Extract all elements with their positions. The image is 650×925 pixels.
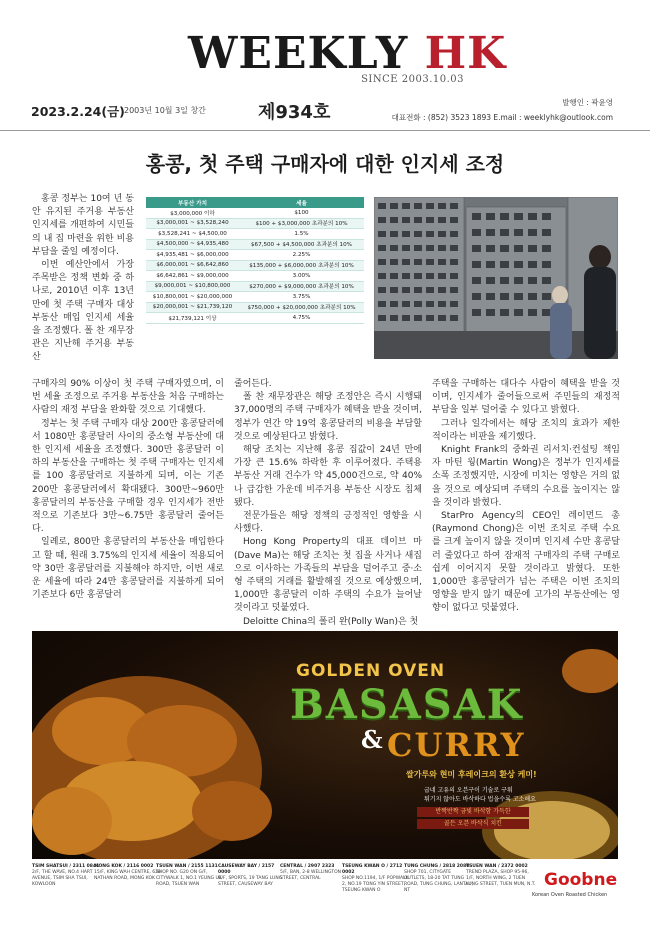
ad-tagline: 쌀가루와 현미 후레이크의 환상 케미! <box>406 770 537 779</box>
table-cell: $100 + $3,000,000 초과분의 10% <box>239 218 364 229</box>
store-name: TSIM SHATSUI / 2311 0841 <box>32 864 100 869</box>
table-cell: $100 <box>239 208 364 218</box>
ad-highlight-box: 반짝반짝 금빛 바삭함 가득한 <box>417 807 529 817</box>
table-cell: $6,000,001 ~ $6,642,860 <box>146 260 239 271</box>
table-cell: $3,528,241 ~ $4,500,00 <box>146 229 239 240</box>
store-address: G/F, SPORTS, 19 TANG LUNG STREET, CAUSEWAY BAY <box>218 876 283 887</box>
table-cell: 3.00% <box>239 271 364 282</box>
table-cell: $3,000,000 이하 <box>146 208 239 218</box>
store-item <box>32 864 102 888</box>
store-item <box>404 864 474 894</box>
store-address: 5/F, BAN, 2-8 WELLINGTON STREET, CENTRAL <box>280 870 341 881</box>
issue-info-bar <box>0 96 650 131</box>
store-item <box>280 864 350 882</box>
article-paragraph: Deloitte China의 폴리 완(Polly Wan)은 첫 <box>243 616 419 627</box>
ad-ampersand: & <box>361 725 383 754</box>
table-cell: $4,500,000 ~ $4,935,480 <box>146 239 239 250</box>
ad-curry: CURRY <box>387 726 526 764</box>
article-paragraph: 주택을 구매하는 대다수 사람이 혜택을 받을 것이며, 인지세가 줄어들으로써 주민들의 재정적 부담을 일부 덜어줄 수 있다고 밝혔다. <box>432 379 620 416</box>
newspaper-logo <box>188 30 506 78</box>
table-row <box>146 292 364 303</box>
store-address: 15/F, KING WAH CENTRE, 628 NATHAN ROAD, MONG KOK <box>94 870 161 881</box>
article-paragraph: 해당 조치는 지난해 홍콩 집값이 24년 만에 가장 큰 15.6% 하락한 후 이루어졌다. 주택용 부동산 거래 건수가 약 45,000건으로, 약 40%나 급감한 가운데 비주거용 부동산 시장도 침체됐다. <box>234 445 422 508</box>
article-column-1-top <box>32 193 134 365</box>
article-column-1 <box>32 378 224 602</box>
ad-subtext: 튀기지 않아도 바삭하다 법을수록 고소해요 <box>424 796 536 803</box>
table-cell: $10,800,001 ~ $20,000,000 <box>146 292 239 303</box>
table-cell: $20,000,001 ~ $21,739,120 <box>146 302 239 313</box>
store-address: TREND PLAZA, SHOP 95-96, 1/F, NORTH WING, 2 TUEN LUNG STREET, TUEN MUN, N.T. <box>466 870 536 887</box>
table-cell: 2.25% <box>239 250 364 261</box>
table-row <box>146 260 364 271</box>
store-name: CAUSEWAY BAY / 2157 0000 <box>218 864 275 875</box>
article-paragraph: 구매자의 90% 이상이 첫 주택 구매자였으며, 이번 세율 조정으로 주거용 부동산을 처음 구매하는 사람의 재정 부담을 완화할 것으로 기대했다. <box>32 379 224 416</box>
table-row <box>146 218 364 229</box>
table-cell: $9,000,001 ~ $10,800,000 <box>146 281 239 292</box>
table-cell: $750,000 + $20,000,000 초과분의 10% <box>239 302 364 313</box>
issue-number: 제934호 <box>258 102 331 123</box>
article-paragraph: 일례로, 800만 홍콩달러의 부동산을 매입한다고 할 때, 원래 3.75%의 인지세 세율이 적용되어 약 30만 홍콩달러를 지불해야 하지만, 이번 새로운 세율에 따라 24만 홍콩달러를 지불하게 되어 기존보다 6만 홍콩달러 <box>32 537 224 601</box>
store-list <box>32 864 618 904</box>
store-name: MONG KOK / 2116 0002 <box>94 864 154 869</box>
contact-info: 대표전화 : (852) 3523 1893 E.mail : weeklyhk@outlook.com <box>391 113 613 122</box>
building-facade-image <box>374 197 618 359</box>
logo-weekly: WEEKLY <box>188 28 409 79</box>
article-paragraph: 전문가들은 해당 정책의 긍정적인 영향을 시사했다. <box>234 511 422 535</box>
store-address: SHOP 701, CITYGATE OUTLETS, 18-20 TAT TUNG ROAD, TUNG CHUNG, LANTAU, NT <box>404 870 474 893</box>
headline: 홍콩, 첫 주택 구매자에 대한 인지세 조정 <box>145 152 505 176</box>
store-name: TSEUNG KWAN O / 2712 0002 <box>342 864 403 875</box>
housing-estate-photo <box>374 197 618 359</box>
table-cell: 1.5% <box>239 229 364 240</box>
store-item <box>94 864 164 882</box>
table-cell: $21,739,121 이상 <box>146 313 239 324</box>
article-paragraph: 이번 예산안에서 가장 주목받은 정책 변화 중 하나로, 2010년 이후 13년 만에 첫 주택 구매자 대상 부동산 매입 인지세 세율을 조정했다. 폴 찬 재무장관은 지난해 주거용 부동산 <box>32 260 134 363</box>
table-row <box>146 208 364 218</box>
store-name: TSUEN WAN / 2372 0002 <box>466 864 528 869</box>
since-date: SINCE 2003.10.03 <box>361 74 464 85</box>
table-cell: $135,000 + $6,000,000 초과분의 10% <box>239 260 364 271</box>
table-cell: $270,000 + $9,000,000 초과분의 10% <box>239 281 364 292</box>
table-cell: $3,000,001 ~ $3,528,240 <box>146 218 239 229</box>
article-paragraph: 정부는 첫 주택 구매자 대상 200만 홍콩달러에서 1080만 홍콩달러 사이의 중소형 부동산에 대한 인지세 세율을 조정했다. 300만 홍콩달러 이하의 부동산을 구매하는 첫 주택 구매자는 인지세를 100 홍콩달러로 지불하게 되며, 이는 기존 200만 홍콩달러에서 확대됐다. 300만~960만 홍콩달러의 부동산을 구매할 경우 인지세가 전반적으로 기존보다 3만~6.75만 홍콩달러 줄어든다. <box>32 418 224 535</box>
table-row <box>146 250 364 261</box>
article-paragraph: 줄어든다. <box>234 379 272 389</box>
founded-date: 2003년 10월 3일 창간 <box>124 106 206 115</box>
article-paragraph: Hong Kong Property의 대표 데이브 마(Dave Ma)는 해당 조치는 첫 집을 사거나 새집으로 이사하는 가족들의 부담을 덜어주고 중·소형 주택의 거래를 활발해질 것으로 예상했으며, 1,000만 홍콩달러 이하 주택의 수요가 늘어날 것이라고 덧붙였다. <box>234 537 422 614</box>
table-header-rate: 세율 <box>239 197 364 208</box>
store-item <box>466 864 536 888</box>
store-item <box>342 864 412 894</box>
store-name: TUNG CHUNG / 2818 2080 <box>404 864 470 869</box>
store-name: CENTRAL / 2907 2323 <box>280 864 335 869</box>
issue-date: 2023.2.24(금) <box>31 104 125 119</box>
publisher: 발행인 : 곽윤영 <box>562 98 613 107</box>
store-address: SHOP NO.1194, 1/F POPWALK 2, NO.19 TONG YIN STREET, TSEUNG KWAN O <box>342 876 409 893</box>
article-paragraph: 그러나 일각에서는 해당 조치의 효과가 제한적이라는 비판을 제기했다. <box>432 418 620 442</box>
store-item <box>156 864 226 888</box>
store-name: TSUEN WAN / 2155 1131 <box>156 864 218 869</box>
table-cell: $6,642,861 ~ $9,000,000 <box>146 271 239 282</box>
store-address: SHOP NO. G20 ON G/F, CITYWALK 1, NO.1 YEUNG UK ROAD, TSUEN WAN <box>156 870 222 887</box>
table-row <box>146 271 364 282</box>
table-cell: $67,500 + $4,500,000 초과분의 10% <box>239 239 364 250</box>
table-cell: 4.75% <box>239 313 364 324</box>
article-column-2 <box>234 378 422 629</box>
article-paragraph: 홍콩 정부는 10여 년 동안 유지된 주거용 부동산 인지세를 개편하여 시민들의 내 집 마련을 위한 비용 부담을 줄일 예정이다. <box>32 194 134 257</box>
goobne-advertisement <box>32 631 618 859</box>
ad-basasak: BASASAK <box>290 681 524 728</box>
masthead <box>0 22 650 92</box>
table-row <box>146 313 364 324</box>
store-item <box>218 864 288 888</box>
logo-hk: HK <box>424 28 507 79</box>
ad-golden-oven: GOLDEN OVEN <box>296 661 446 681</box>
article-paragraph: Knight Frank의 중화권 리서치·컨설팅 책임자 마틴 웡(Martin Wong)은 정부가 인지세를 소폭 조정했지만, 시장에 미치는 영향은 거의 없을 것으로 예상되며 주택의 수요를 높이지는 않을 것이라 밝혔다. <box>432 445 620 508</box>
stamp-duty-table <box>146 197 364 357</box>
table-cell: 3.75% <box>239 292 364 303</box>
article-paragraph: 폴 찬 재무장관은 해당 조정안은 즉시 시행돼 37,000명의 주택 구매자가 혜택을 받을 것이며, 정부가 연간 약 19억 홍콩달러의 비용을 부담할 것으로 예상된다고 밝혔다. <box>234 392 422 442</box>
table-row <box>146 229 364 240</box>
store-address: 2/F, THE WAVE, NO.4 HART AVENUE, TSIM SHA TSUI, KOWLOON <box>32 870 93 887</box>
ad-highlight-box: 골든 오븐 바삭식 치킨 <box>417 819 529 829</box>
goobne-logo: Goobne <box>544 870 618 890</box>
table-row <box>146 281 364 292</box>
table-header-value: 부동산 가치 <box>146 197 239 208</box>
ad-subtext: 굽네 고유의 오븐구이 기술로 구워 <box>424 787 513 794</box>
goobne-tagline: Korean Oven Roasted Chicken <box>532 892 608 898</box>
table-row <box>146 302 364 313</box>
table-row <box>146 239 364 250</box>
article-paragraph: StarPro Agency의 CEO인 레이먼드 총(Raymond Chong)은 이번 조치로 주택 수요를 크게 높이지 않을 것이며 인지세 수만 홍콩달러 줄었다고 하여 잠재적 구매자의 주택 구매로 쉽게 이어지지 못할 것이라고 밝혔다. 또한 1,000만 홍콩달러가 넘는 주택은 이번 조치의 영향을 받지 않기 때문에 고가의 부동산에는 영향이 없다고 덧붙였다. <box>432 511 620 614</box>
article-column-3 <box>432 378 620 616</box>
table-cell: $4,935,481 ~ $6,000,000 <box>146 250 239 261</box>
